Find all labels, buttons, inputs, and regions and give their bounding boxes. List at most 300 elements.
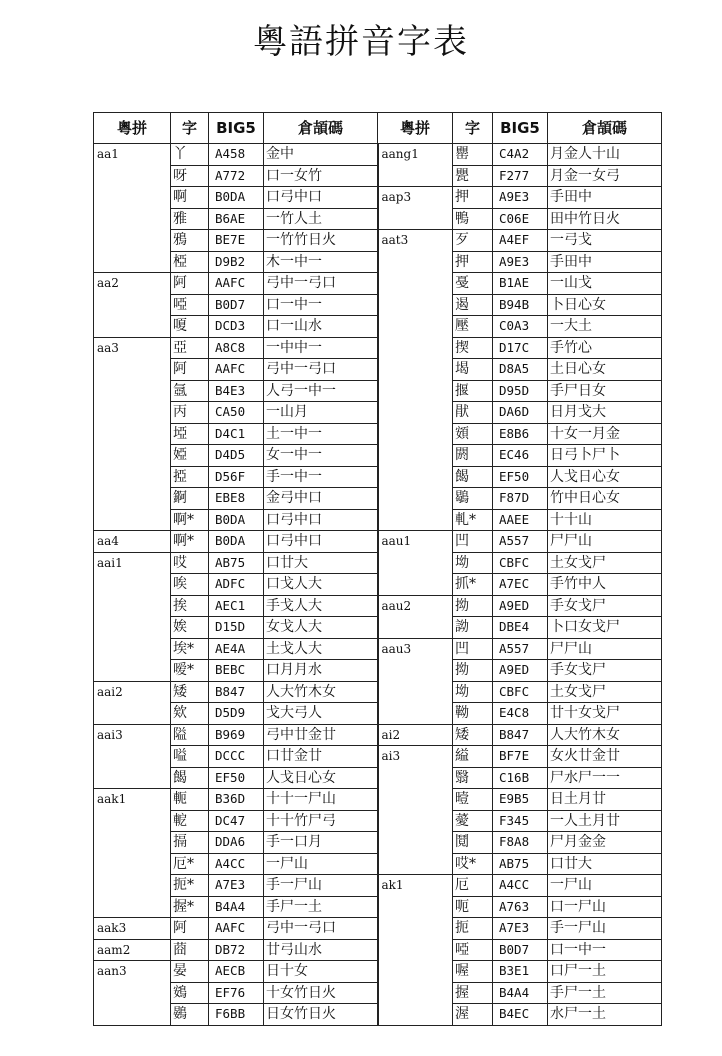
left-big5-cell: EF50	[209, 767, 264, 789]
table-row	[94, 552, 662, 574]
right-char-cell: 甖	[453, 165, 493, 187]
left-cangjie-cell: 人戈日心女	[264, 767, 378, 789]
page-title: 粵語拼音字表	[253, 22, 469, 62]
right-char-cell: 抓*	[453, 574, 493, 596]
table-row	[94, 144, 662, 166]
left-jyutping-cell	[94, 423, 171, 445]
left-char-cell: 椏	[171, 251, 209, 273]
left-char-cell: 晏	[171, 961, 209, 983]
header-char-left: 字	[171, 113, 209, 144]
left-char-cell: 厄*	[171, 853, 209, 875]
left-jyutping-cell: aa2	[94, 273, 171, 295]
right-cangjie-cell: 水尸一土	[548, 1004, 662, 1026]
right-cangjie-cell: 手女戈尸	[548, 660, 662, 682]
right-char-cell: 扼	[453, 918, 493, 940]
right-jyutping-cell	[378, 488, 453, 510]
right-big5-cell: A7EC	[493, 574, 548, 596]
left-char-cell: 氬	[171, 380, 209, 402]
right-big5-cell: F87D	[493, 488, 548, 510]
right-cangjie-cell: 人戈日心女	[548, 466, 662, 488]
right-big5-cell: EC46	[493, 445, 548, 467]
left-big5-cell: AAFC	[209, 273, 264, 295]
table-row	[94, 918, 662, 940]
left-cangjie-cell: 口弓中口	[264, 509, 378, 531]
left-cangjie-cell: 口一中一	[264, 294, 378, 316]
right-char-cell: 戞	[453, 273, 493, 295]
left-big5-cell: ADFC	[209, 574, 264, 596]
right-jyutping-cell: aap3	[378, 187, 453, 209]
right-big5-cell: B3E1	[493, 961, 548, 983]
right-jyutping-cell	[378, 574, 453, 596]
right-jyutping-cell: aau3	[378, 638, 453, 660]
left-big5-cell: DCD3	[209, 316, 264, 338]
table-row	[94, 165, 662, 187]
left-cangjie-cell: 廿弓山水	[264, 939, 378, 961]
right-cangjie-cell: 卜日心女	[548, 294, 662, 316]
right-cangjie-cell: 一尸山	[548, 875, 662, 897]
table-row	[94, 875, 662, 897]
right-jyutping-cell	[378, 359, 453, 381]
right-big5-cell: C16B	[493, 767, 548, 789]
left-big5-cell: A8C8	[209, 337, 264, 359]
left-char-cell: 嗌	[171, 746, 209, 768]
left-jyutping-cell: aai1	[94, 552, 171, 574]
right-cangjie-cell: 廿十女戈尸	[548, 703, 662, 725]
left-big5-cell: D56F	[209, 466, 264, 488]
right-jyutping-cell	[378, 273, 453, 295]
table-row	[94, 681, 662, 703]
left-big5-cell: EBE8	[209, 488, 264, 510]
table-row	[94, 961, 662, 983]
right-cangjie-cell: 手竹心	[548, 337, 662, 359]
right-jyutping-cell	[378, 466, 453, 488]
right-char-cell: 凹	[453, 531, 493, 553]
right-char-cell: 閼	[453, 445, 493, 467]
right-char-cell: 揳	[453, 337, 493, 359]
right-jyutping-cell	[378, 853, 453, 875]
left-char-cell: 埃*	[171, 638, 209, 660]
header-cangjie-left: 倉頡碼	[264, 113, 378, 144]
table-row	[94, 337, 662, 359]
right-big5-cell: A9ED	[493, 660, 548, 682]
left-jyutping-cell	[94, 187, 171, 209]
table-row	[94, 273, 662, 295]
right-big5-cell: E9B5	[493, 789, 548, 811]
left-jyutping-cell	[94, 165, 171, 187]
right-jyutping-cell	[378, 1004, 453, 1026]
left-char-cell: 挨	[171, 595, 209, 617]
right-cangjie-cell: 日弓卜尸卜	[548, 445, 662, 467]
right-jyutping-cell: aau1	[378, 531, 453, 553]
table-row	[94, 316, 662, 338]
right-big5-cell: A7E3	[493, 918, 548, 940]
right-jyutping-cell	[378, 982, 453, 1004]
right-cangjie-cell: 土女戈尸	[548, 681, 662, 703]
right-big5-cell: A557	[493, 531, 548, 553]
right-jyutping-cell	[378, 509, 453, 531]
right-jyutping-cell: ai2	[378, 724, 453, 746]
left-cangjie-cell: 金弓中口	[264, 488, 378, 510]
left-jyutping-cell	[94, 488, 171, 510]
left-jyutping-cell	[94, 380, 171, 402]
right-char-cell: 軋*	[453, 509, 493, 531]
right-jyutping-cell	[378, 337, 453, 359]
left-big5-cell: DB72	[209, 939, 264, 961]
left-char-cell: 呀	[171, 165, 209, 187]
right-big5-cell: B4A4	[493, 982, 548, 1004]
left-big5-cell: D9B2	[209, 251, 264, 273]
right-big5-cell: CBFC	[493, 681, 548, 703]
table-row	[94, 208, 662, 230]
right-jyutping-cell	[378, 660, 453, 682]
left-cangjie-cell: 口廿金廿	[264, 746, 378, 768]
right-char-cell: 厄	[453, 875, 493, 897]
right-cangjie-cell: 一大土	[548, 316, 662, 338]
right-cangjie-cell: 手一尸山	[548, 918, 662, 940]
left-char-cell: 鴳	[171, 982, 209, 1004]
left-big5-cell: D15D	[209, 617, 264, 639]
left-cangjie-cell: 土戈人大	[264, 638, 378, 660]
right-char-cell: 頞	[453, 423, 493, 445]
left-char-cell: 鷃	[171, 1004, 209, 1026]
table-row	[94, 359, 662, 381]
left-jyutping-cell	[94, 660, 171, 682]
table-row	[94, 767, 662, 789]
left-cangjie-cell: 人弓一中一	[264, 380, 378, 402]
left-jyutping-cell	[94, 617, 171, 639]
right-char-cell: 猒	[453, 402, 493, 424]
right-jyutping-cell	[378, 896, 453, 918]
header-jyutping-right: 粵拼	[378, 113, 453, 144]
table-row	[94, 423, 662, 445]
left-big5-cell: CA50	[209, 402, 264, 424]
left-big5-cell: BEBC	[209, 660, 264, 682]
table-row	[94, 617, 662, 639]
table-row	[94, 466, 662, 488]
right-jyutping-cell	[378, 961, 453, 983]
right-cangjie-cell: 日月戈大	[548, 402, 662, 424]
left-char-cell: 丙	[171, 402, 209, 424]
right-jyutping-cell	[378, 251, 453, 273]
left-big5-cell: B4E3	[209, 380, 264, 402]
left-jyutping-cell	[94, 359, 171, 381]
right-cangjie-cell: 日土月廿	[548, 789, 662, 811]
left-char-cell: 阿	[171, 359, 209, 381]
left-char-cell: 丫	[171, 144, 209, 166]
left-jyutping-cell	[94, 832, 171, 854]
left-cangjie-cell: 口弓中口	[264, 531, 378, 553]
right-big5-cell: A9E3	[493, 251, 548, 273]
header-big5-left: BIG5	[209, 113, 264, 144]
right-char-cell: 坳	[453, 552, 493, 574]
right-cangjie-cell: 一人土月廿	[548, 810, 662, 832]
left-cangjie-cell: 弓中一弓口	[264, 918, 378, 940]
right-jyutping-cell	[378, 939, 453, 961]
right-big5-cell: A9E3	[493, 187, 548, 209]
table-row	[94, 574, 662, 596]
left-cangjie-cell: 一中中一	[264, 337, 378, 359]
right-cangjie-cell: 口廿大	[548, 853, 662, 875]
right-cangjie-cell: 一山戈	[548, 273, 662, 295]
table-row	[94, 832, 662, 854]
right-big5-cell: EF50	[493, 466, 548, 488]
right-big5-cell: C0A3	[493, 316, 548, 338]
right-char-cell: 矮	[453, 724, 493, 746]
left-cangjie-cell: 弓中一弓口	[264, 273, 378, 295]
right-char-cell: 揠	[453, 380, 493, 402]
left-cangjie-cell: 手戈人大	[264, 595, 378, 617]
left-char-cell: 亞	[171, 337, 209, 359]
left-char-cell: 搹	[171, 832, 209, 854]
right-char-cell: 鬩	[453, 832, 493, 854]
left-char-cell: 雅	[171, 208, 209, 230]
left-jyutping-cell	[94, 316, 171, 338]
left-big5-cell: B847	[209, 681, 264, 703]
left-big5-cell: B0DA	[209, 187, 264, 209]
right-big5-cell: B4EC	[493, 1004, 548, 1026]
right-cangjie-cell: 口一尸山	[548, 896, 662, 918]
right-jyutping-cell	[378, 810, 453, 832]
right-big5-cell: B847	[493, 724, 548, 746]
left-char-cell: 握*	[171, 896, 209, 918]
right-jyutping-cell	[378, 918, 453, 940]
table-row	[94, 810, 662, 832]
left-jyutping-cell	[94, 574, 171, 596]
left-big5-cell: AEC1	[209, 595, 264, 617]
left-cangjie-cell: 一竹竹日火	[264, 230, 378, 252]
left-jyutping-cell	[94, 595, 171, 617]
right-char-cell: 凹	[453, 638, 493, 660]
right-jyutping-cell: aang1	[378, 144, 453, 166]
right-cangjie-cell: 尸水尸一一	[548, 767, 662, 789]
left-cangjie-cell: 金中	[264, 144, 378, 166]
left-big5-cell: AE4A	[209, 638, 264, 660]
right-cangjie-cell: 田中竹日火	[548, 208, 662, 230]
left-cangjie-cell: 口戈人大	[264, 574, 378, 596]
left-jyutping-cell	[94, 208, 171, 230]
left-big5-cell: A772	[209, 165, 264, 187]
left-big5-cell: DCCC	[209, 746, 264, 768]
right-big5-cell: D8A5	[493, 359, 548, 381]
right-jyutping-cell	[378, 402, 453, 424]
right-jyutping-cell: aat3	[378, 230, 453, 252]
header-char-right: 字	[453, 113, 493, 144]
left-cangjie-cell: 女一中一	[264, 445, 378, 467]
right-jyutping-cell	[378, 789, 453, 811]
left-cangjie-cell: 一竹人土	[264, 208, 378, 230]
left-char-cell: 埡	[171, 423, 209, 445]
table-row	[94, 509, 662, 531]
right-cangjie-cell: 土日心女	[548, 359, 662, 381]
right-char-cell: 詏	[453, 617, 493, 639]
left-cangjie-cell: 一山月	[264, 402, 378, 424]
right-char-cell: 鶡	[453, 488, 493, 510]
right-big5-cell: A557	[493, 638, 548, 660]
left-cangjie-cell: 口月月水	[264, 660, 378, 682]
table-row	[94, 380, 662, 402]
right-big5-cell: D95D	[493, 380, 548, 402]
left-jyutping-cell: aan3	[94, 961, 171, 983]
left-big5-cell: B0D7	[209, 294, 264, 316]
left-char-cell: 婭	[171, 445, 209, 467]
left-big5-cell: B6AE	[209, 208, 264, 230]
right-cangjie-cell: 十女一月金	[548, 423, 662, 445]
header-row	[94, 113, 662, 144]
left-big5-cell: B36D	[209, 789, 264, 811]
right-big5-cell: AAEE	[493, 509, 548, 531]
left-char-cell: 娭	[171, 617, 209, 639]
left-jyutping-cell	[94, 638, 171, 660]
right-jyutping-cell	[378, 552, 453, 574]
table-row	[94, 703, 662, 725]
left-char-cell: 唉	[171, 574, 209, 596]
right-cangjie-cell: 手竹中人	[548, 574, 662, 596]
left-jyutping-cell	[94, 896, 171, 918]
left-char-cell: 鴉	[171, 230, 209, 252]
left-big5-cell: A458	[209, 144, 264, 166]
left-char-cell: 啊*	[171, 531, 209, 553]
right-jyutping-cell: aau2	[378, 595, 453, 617]
table-row	[94, 402, 662, 424]
table-row	[94, 595, 662, 617]
table-row	[94, 445, 662, 467]
right-cangjie-cell: 女火廿金廿	[548, 746, 662, 768]
left-cangjie-cell: 弓中廿金廿	[264, 724, 378, 746]
left-char-cell: 哎	[171, 552, 209, 574]
right-big5-cell: DBE4	[493, 617, 548, 639]
table-row	[94, 746, 662, 768]
left-jyutping-cell	[94, 853, 171, 875]
left-char-cell: 欸	[171, 703, 209, 725]
right-char-cell: 遏	[453, 294, 493, 316]
table-row	[94, 789, 662, 811]
right-big5-cell: F277	[493, 165, 548, 187]
right-big5-cell: A4CC	[493, 875, 548, 897]
right-big5-cell: AB75	[493, 853, 548, 875]
right-cangjie-cell: 口一中一	[548, 939, 662, 961]
left-jyutping-cell	[94, 746, 171, 768]
left-big5-cell: DDA6	[209, 832, 264, 854]
right-char-cell: 壓	[453, 316, 493, 338]
left-cangjie-cell: 口弓中口	[264, 187, 378, 209]
left-jyutping-cell	[94, 982, 171, 1004]
right-big5-cell: A4EF	[493, 230, 548, 252]
right-cangjie-cell: 手女戈尸	[548, 595, 662, 617]
left-char-cell: 餲	[171, 767, 209, 789]
left-char-cell: 啊	[171, 187, 209, 209]
right-cangjie-cell: 一弓戈	[548, 230, 662, 252]
left-jyutping-cell	[94, 251, 171, 273]
right-char-cell: 喔	[453, 961, 493, 983]
right-char-cell: 鴨	[453, 208, 493, 230]
left-char-cell: 矮	[171, 681, 209, 703]
right-big5-cell: B1AE	[493, 273, 548, 295]
left-char-cell: 啞	[171, 294, 209, 316]
right-big5-cell: C4A2	[493, 144, 548, 166]
right-char-cell: 啞	[453, 939, 493, 961]
table-row	[94, 982, 662, 1004]
right-cangjie-cell: 月金一女弓	[548, 165, 662, 187]
right-cangjie-cell: 人大竹木女	[548, 724, 662, 746]
right-cangjie-cell: 手尸日女	[548, 380, 662, 402]
right-char-cell: 歹	[453, 230, 493, 252]
table-row	[94, 251, 662, 273]
table-row	[94, 660, 662, 682]
right-jyutping-cell	[378, 208, 453, 230]
right-big5-cell: E4C8	[493, 703, 548, 725]
right-char-cell: 押	[453, 187, 493, 209]
right-char-cell: 罌	[453, 144, 493, 166]
left-big5-cell: D4D5	[209, 445, 264, 467]
right-jyutping-cell	[378, 445, 453, 467]
right-big5-cell: A763	[493, 896, 548, 918]
table-row	[94, 531, 662, 553]
left-char-cell: 扼*	[171, 875, 209, 897]
header-cangjie-right: 倉頡碼	[548, 113, 662, 144]
right-jyutping-cell	[378, 617, 453, 639]
left-cangjie-cell: 手一中一	[264, 466, 378, 488]
left-cangjie-cell: 十女竹日火	[264, 982, 378, 1004]
right-big5-cell: F8A8	[493, 832, 548, 854]
left-char-cell: 軛	[171, 789, 209, 811]
left-cangjie-cell: 日女竹日火	[264, 1004, 378, 1026]
left-jyutping-cell	[94, 703, 171, 725]
left-jyutping-cell: aa4	[94, 531, 171, 553]
right-big5-cell: BF7E	[493, 746, 548, 768]
left-jyutping-cell	[94, 509, 171, 531]
left-cangjie-cell: 十十一尸山	[264, 789, 378, 811]
left-jyutping-cell: aak3	[94, 918, 171, 940]
right-char-cell: 哎*	[453, 853, 493, 875]
right-cangjie-cell: 尸尸山	[548, 531, 662, 553]
left-char-cell: 隘	[171, 724, 209, 746]
right-jyutping-cell	[378, 767, 453, 789]
right-cangjie-cell: 手田中	[548, 187, 662, 209]
left-big5-cell: D4C1	[209, 423, 264, 445]
left-char-cell: 嗳*	[171, 660, 209, 682]
right-char-cell: 拗	[453, 595, 493, 617]
table-row	[94, 896, 662, 918]
left-cangjie-cell: 人大竹木女	[264, 681, 378, 703]
table-row	[94, 187, 662, 209]
left-char-cell: 啊*	[171, 509, 209, 531]
left-char-cell: 掗	[171, 466, 209, 488]
right-cangjie-cell: 土女戈尸	[548, 552, 662, 574]
right-cangjie-cell: 卜口女戈尸	[548, 617, 662, 639]
right-jyutping-cell	[378, 681, 453, 703]
left-big5-cell: B969	[209, 724, 264, 746]
right-char-cell: 拗	[453, 660, 493, 682]
left-cangjie-cell: 一尸山	[264, 853, 378, 875]
right-big5-cell: C06E	[493, 208, 548, 230]
left-cangjie-cell: 手尸一土	[264, 896, 378, 918]
table-row	[94, 488, 662, 510]
right-jyutping-cell	[378, 294, 453, 316]
right-char-cell: 縊	[453, 746, 493, 768]
left-big5-cell: AECB	[209, 961, 264, 983]
right-cangjie-cell: 竹中日心女	[548, 488, 662, 510]
right-jyutping-cell	[378, 703, 453, 725]
right-cangjie-cell: 十十山	[548, 509, 662, 531]
right-char-cell: 呃	[453, 896, 493, 918]
left-char-cell: 阿	[171, 918, 209, 940]
left-jyutping-cell	[94, 230, 171, 252]
left-char-cell: 莔	[171, 939, 209, 961]
left-cangjie-cell: 手一尸山	[264, 875, 378, 897]
left-big5-cell: A7E3	[209, 875, 264, 897]
left-cangjie-cell: 口一女竹	[264, 165, 378, 187]
header-big5-right: BIG5	[493, 113, 548, 144]
